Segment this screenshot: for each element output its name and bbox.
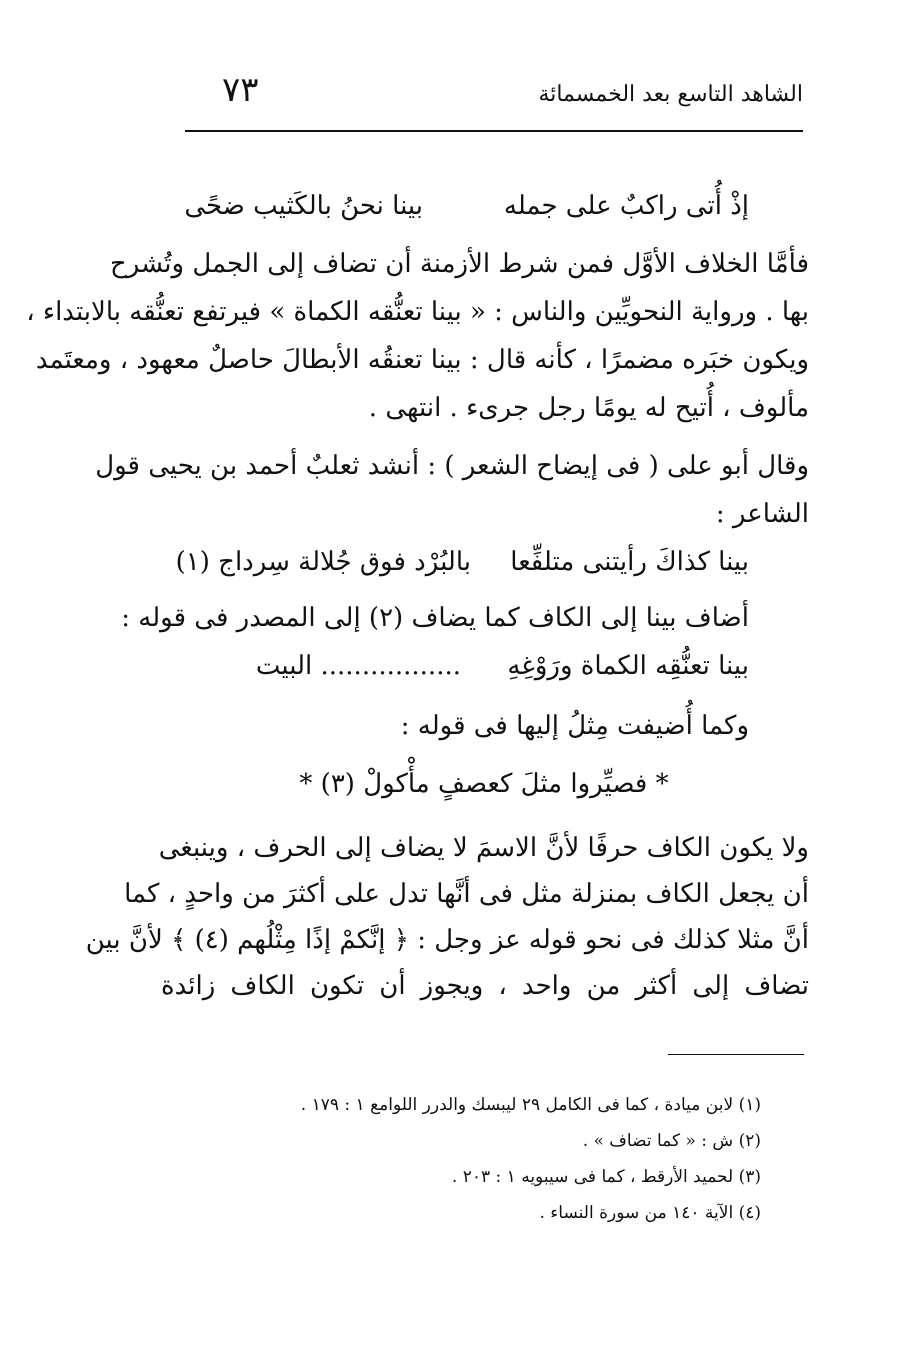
- verse1-hemistich-a: بينا نحنُ بالكَثيب ضحًى: [184, 191, 423, 221]
- paragraph1-line2: بها . ورواية النحويِّين والناس : « بينا تعنُّقه الكماة » فيرتفع تعنُّقه بالابتداء ،: [26, 297, 809, 327]
- paragraph5-line4: تضاف إلى أكثر من واحد ، ويجوز أن تكون الكاف زائدة: [161, 971, 809, 1001]
- paragraph2-line2: الشاعر :: [715, 499, 809, 529]
- verse2-hemistich-a: بينا كذاكَ رأيتنى متلفِّعا: [510, 547, 749, 577]
- paragraph4: وكما أُضيفت مِثلُ إليها فى قوله :: [400, 711, 749, 741]
- paragraph5-line2: أن يجعل الكاف بمنزلة مثل فى أنَّها تدل على أكثرَ من واحدٍ ، كما: [124, 879, 809, 909]
- paragraph1-line3: ويكون خبَره مضمرًا ، كأنه قال : بينا تعنقُه الأبطالَ حاصلٌ معهود ، ومعتَمد: [35, 345, 809, 375]
- paragraph2-line1: وقال أبو على ( فى إيضاح الشعر ) : أنشد ثعلبٌ أحمد بن يحيى قول: [95, 451, 809, 481]
- footnote-rule: [668, 1054, 804, 1055]
- page-number: ٧٣: [222, 70, 259, 110]
- verse3-hemistich-b: ................. البيت: [255, 651, 461, 681]
- paragraph1-line4: مألوف ، أُتيح له يومًا رجل جرىء . انتهى .: [368, 393, 809, 423]
- verse2-hemistich-b: بالبُرْد فوق جُلالة سِرداج (١): [175, 547, 471, 577]
- footnote-4: (٤) الآية ١٤٠ من سورة النساء .: [539, 1203, 761, 1223]
- footnote-2: (٢) ش : « كما تضاف » .: [582, 1131, 761, 1151]
- verse3-hemistich-a: بينا تعنُّقِه الكماة ورَوْغِهِ: [507, 651, 749, 681]
- header-rule: [185, 130, 803, 132]
- verse1-hemistich-b: إذْ أُتى راكبٌ على جمله: [503, 191, 749, 221]
- footnote-3: (٣) لحميد الأرقط ، كما فى سيبويه ١ : ٢٠٣ .: [451, 1167, 761, 1187]
- paragraph3: أضاف بينا إلى الكاف كما يضاف (٢) إلى المصدر فى قوله :: [121, 603, 749, 633]
- paragraph1-line1: فأمَّا الخلاف الأوَّل فمن شرط الأزمنة أن تضاف إلى الجمل وتُشرح: [109, 249, 809, 279]
- footnote-1: (١) لابن ميادة ، كما فى الكامل ٢٩ ليبسك والدرر اللوامع ١ : ١٧٩ .: [300, 1095, 761, 1115]
- verse4-line: * فصيِّروا مثلَ كعصفٍ مأْكولْ (٣) *: [299, 769, 669, 799]
- paragraph5-line1: ولا يكون الكاف حرفًا لأنَّ الاسمَ لا يضاف إلى الحرف ، وينبغى: [158, 833, 809, 863]
- paragraph5-line3: أنَّ مثلا كذلك فى نحو قوله عز وجل : ﴿ إنَّكمْ إذًا مِثْلُهم (٤) ﴾ لأنَّ بين: [85, 925, 809, 955]
- running-header-title: الشاهد التاسع بعد الخمسمائة: [538, 82, 803, 107]
